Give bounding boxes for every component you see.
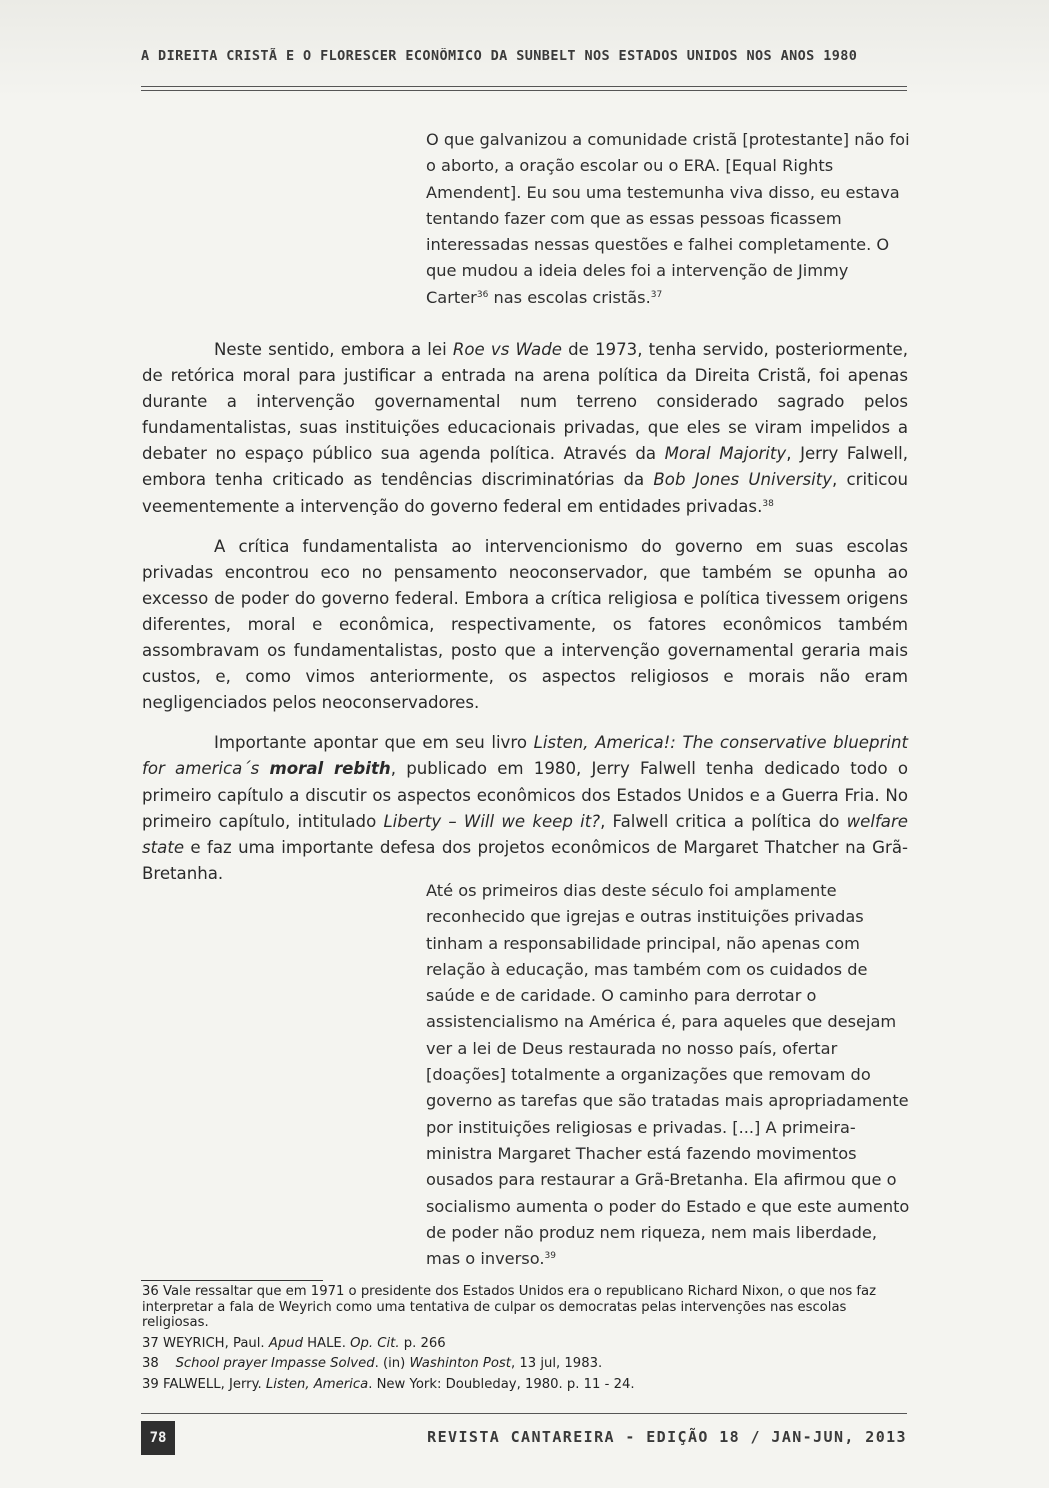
quote-paragraph: O que galvanizou a comunidade cristã [protestante] não foi o aborto, a oração escolar ou o ERA. [Equal Rights Amendent]. Eu sou uma testemunha viva disso, eu estava tentando fazer com que as essas pessoas ficassem interessadas nessas questões e falhei completamente. O que mudou a ideia deles foi a intervenção de Jimmy Carter$^{36}$ nas escolas cristãs.$^{37}$ xyxy=(426,130,910,307)
footnote-36: 36 Vale ressaltar que em 1971 o presidente dos Estados Unidos era o republicano Richard Nixon, o que nos faz interpretar a fala de Weyrich como uma tentativa de culpar os democratas pelas intervenções nas escolas religiosas. xyxy=(142,1284,877,1331)
footnote-ref-38[interactable]: 38 xyxy=(762,498,774,509)
block-quote-falwell xyxy=(426,878,910,1272)
journal-name: REVISTA CANTAREIRA - EDIÇÃO 18 / JAN-JUN, 2013 xyxy=(427,1428,907,1446)
footer-rule xyxy=(141,1413,907,1414)
footnotes xyxy=(142,1284,910,1398)
paragraph-roe-vs-wade: Neste sentido, embora a lei Roe vs Wade de 1973, tenha servido, posteriormente, de retórica moral para justificar a entrada na arena política da Direita Cristã, foi apenas durante a intervenção governamental num terreno considerado sagrado pelos fundamentalistas, suas instituições educacionais privadas, que eles se viram impelidos a debater no espaço público sua agenda política. Através da Moral Majority, Jerry Falwell, embora tenha criticado as tendências discriminatórias da Bob Jones University, criticou veementemente a intervenção do governo federal em entidades privadas.$^{38}$ xyxy=(142,340,909,516)
paragraph-listen-america: Importante apontar que em seu livro Listen, America!: The conservative blueprint for america´s moral rebith, publicado em 1980, Jerry Falwell tenha dedicado todo o primeiro capítulo a discutir os aspectos econômicos dos Estados Unidos e a Guerra Fria. No primeiro capítulo, intitulado Liberty – Will we keep it?, Falwell critica a política do welfare state e faz uma importante defesa dos projetos econômicos de Margaret Thatcher na Grã-Bretanha. xyxy=(142,733,908,883)
footnote-separator xyxy=(141,1280,323,1281)
footnote-39: 39 FALWELL, Jerry. Listen, America. New York: Doubleday, 1980. p. 11 - 24. xyxy=(142,1376,635,1392)
header-rule-top xyxy=(141,86,907,87)
body-text xyxy=(142,337,908,901)
footnote-ref-37[interactable]: 37 xyxy=(650,289,663,300)
footnote-ref-36[interactable]: 36 xyxy=(476,289,489,300)
paragraph-critica-fundamentalista: A crítica fundamentalista ao intervencionismo do governo em suas escolas privadas encontrou eco no pensamento neoconservador, que também se opunha ao excesso de poder do governo federal. Embora a crítica religiosa e política tivessem origens diferentes, moral e econômica, respectivamente, os fatores econômicos também assombravam os fundamentalistas, posto que a intervenção governamental geraria mais custos, e, como vimos anteriormente, os aspectos religiosos e morais não eram negligenciados pelos neoconservadores. xyxy=(142,536,908,713)
footnote-ref-39[interactable]: 39 xyxy=(544,1251,556,1262)
footnote-37: 37 WEYRICH, Paul. Apud HALE. Op. Cit. p. 266 xyxy=(142,1335,446,1351)
header-rule-bottom xyxy=(141,90,907,91)
footnote-38: 38 School prayer Impasse Solved. (in) Washinton Post, 13 jul, 1983. xyxy=(142,1356,603,1372)
running-title: A DIREITA CRISTÃ E O FLORESCER ECONÔMICO DA SUNBELT NOS ESTADOS UNIDOS NOS ANOS 1980 xyxy=(141,48,858,64)
page-number: 78 xyxy=(141,1421,175,1455)
block-quote-weyrich xyxy=(426,127,910,311)
quote-paragraph: Até os primeiros dias deste século foi amplamente reconhecido que igrejas e outras instituições privadas tinham a responsabilidade principal, não apenas com relação à educação, mas também com os cuidados de saúde e de caridade. O caminho para derrotar o assistencialismo na América é, para aqueles que desejam ver a lei de Deus restaurada no nosso país, ofertar [doações] totalmente a organizações que removam do governo as tarefas que são tratadas mais apropriadamente por instituições religiosas e privadas. [...] A primeira-ministra Margaret Thacher está fazendo movimentos ousados para restaurar a Grã-Bretanha. Ela afirmou que o socialismo aumenta o poder do Estado e que este aumento de poder não produz nem riqueza, nem mais liberdade, mas o inverso.$^{39}$ xyxy=(426,881,910,1269)
